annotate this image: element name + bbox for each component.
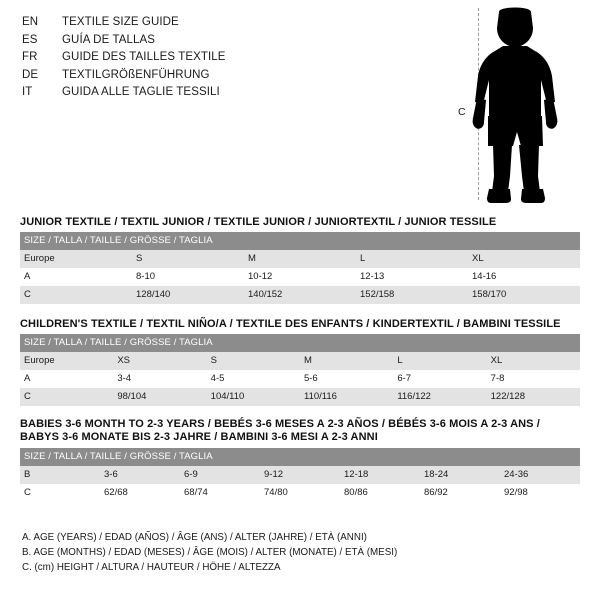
cell: 4-5	[207, 370, 300, 388]
cell: 158/170	[468, 286, 580, 304]
cell: 74/80	[260, 484, 340, 502]
cell: 62/68	[100, 484, 180, 502]
table-row	[20, 370, 580, 388]
guide-title: GUIDA ALLE TAGLIE TESSILI	[62, 86, 220, 98]
cell: 12-13	[356, 268, 468, 286]
cell: 152/158	[356, 286, 468, 304]
cell: 10-12	[244, 268, 356, 286]
table-head-row	[20, 448, 580, 466]
cell: 12-18	[340, 466, 420, 484]
table-row	[20, 352, 580, 370]
header-row	[22, 67, 442, 85]
cell: L	[393, 352, 486, 370]
header-row	[22, 14, 442, 32]
cell: 5-6	[300, 370, 393, 388]
toddler-silhouette	[455, 6, 585, 206]
cell: 128/140	[132, 286, 244, 304]
table-head-row	[20, 334, 580, 352]
footnote-c: C. (cm) HEIGHT / ALTURA / HAUTEUR / HÖHE / ALTEZZA	[22, 562, 281, 573]
row-label: C	[20, 388, 113, 406]
language-code: FR	[22, 51, 38, 63]
table-head-label: SIZE / TALLA / TAILLE / GRÖSSE / TAGLIA	[20, 448, 580, 466]
cell: 3-6	[100, 466, 180, 484]
cell: 7-8	[487, 370, 580, 388]
cell: 3-4	[113, 370, 206, 388]
header-language-titles	[22, 14, 442, 102]
cell: 24-36	[500, 466, 580, 484]
language-code: IT	[22, 86, 33, 98]
cell: 9-12	[260, 466, 340, 484]
section-children	[20, 318, 580, 406]
row-label: Europe	[20, 352, 113, 370]
section-title: JUNIOR TEXTILE / TEXTIL JUNIOR / TEXTILE JUNIOR / JUNIORTEXTIL / JUNIOR TESSILE	[20, 216, 497, 228]
language-code: DE	[22, 68, 39, 81]
cell: 68/74	[180, 484, 260, 502]
cell: M	[300, 352, 393, 370]
language-code: EN	[22, 16, 39, 28]
section-title: CHILDREN'S TEXTILE / TEXTIL NIÑO/A / TEXTILE DES ENFANTS / KINDERTEXTIL / BAMBINI TESSILE	[20, 318, 561, 330]
cell: 8-10	[132, 268, 244, 286]
cell: L	[356, 250, 468, 268]
junior-size-table	[20, 232, 580, 304]
row-label: C	[20, 286, 132, 304]
table-head-label: SIZE / TALLA / TAILLE / GRÖSSE / TAGLIA	[20, 334, 580, 352]
cell: 140/152	[244, 286, 356, 304]
cell: S	[132, 250, 244, 268]
language-code: ES	[22, 33, 38, 46]
cell: 98/104	[113, 388, 206, 406]
header-row	[22, 84, 442, 102]
guide-title: TEXTILE SIZE GUIDE	[62, 16, 179, 28]
cell: XL	[487, 352, 580, 370]
cell: 110/116	[300, 388, 393, 406]
footnote-b: B. AGE (MONTHS) / EDAD (MESES) / ÂGE (MOIS) / ALTER (MONATE) / ETÀ (MESI)	[22, 547, 398, 558]
cell: 14-16	[468, 268, 580, 286]
header-row	[22, 49, 442, 67]
cell: 86/92	[420, 484, 500, 502]
cell: 122/128	[487, 388, 580, 406]
cell: XS	[113, 352, 206, 370]
row-label: B	[20, 466, 100, 484]
cell: 6-7	[393, 370, 486, 388]
row-label: Europe	[20, 250, 132, 268]
cell: 104/110	[207, 388, 300, 406]
guide-title: GUIDE DES TAILLES TEXTILE	[62, 51, 226, 63]
section-junior	[20, 216, 580, 304]
footnote-a: A. AGE (YEARS) / EDAD (AÑOS) / ÂGE (ANS) / ALTER (JAHRE) / ETÀ (ANNI)	[22, 532, 367, 543]
guide-title: TEXTILGRÖßENFÜHRUNG	[62, 68, 210, 81]
cell: XL	[468, 250, 580, 268]
table-row	[20, 268, 580, 286]
table-row	[20, 466, 580, 484]
cell: 6-9	[180, 466, 260, 484]
table-head-row	[20, 232, 580, 250]
cell: 92/98	[500, 484, 580, 502]
table-row	[20, 286, 580, 304]
cell: 80/86	[340, 484, 420, 502]
table-row	[20, 250, 580, 268]
header-row	[22, 32, 442, 50]
children-size-table	[20, 334, 580, 406]
footnotes	[22, 530, 562, 575]
table-row	[20, 484, 580, 502]
section-title: BABIES 3-6 MONTH TO 2-3 YEARS / BEBÉS 3-6 MESES A 2-3 AÑOS / BÉBÉS 3-6 MOIS A 2-3 ANS / BABYS 3-6 MONATE BIS 2-3 JAHRE / BAMBINI 3-6 MESI A 2-3 ANNI	[20, 418, 540, 443]
cell: M	[244, 250, 356, 268]
row-label: A	[20, 370, 113, 388]
table-head-label: SIZE / TALLA / TAILLE / GRÖSSE / TAGLIA	[20, 232, 580, 250]
section-babies	[20, 418, 580, 502]
measure-label-c: C	[458, 106, 466, 118]
cell: S	[207, 352, 300, 370]
table-row	[20, 388, 580, 406]
cell: 18-24	[420, 466, 500, 484]
guide-title: GUÍA DE TALLAS	[62, 33, 156, 46]
row-label: A	[20, 268, 132, 286]
babies-size-table	[20, 448, 580, 502]
row-label: C	[20, 484, 100, 502]
cell: 116/122	[393, 388, 486, 406]
